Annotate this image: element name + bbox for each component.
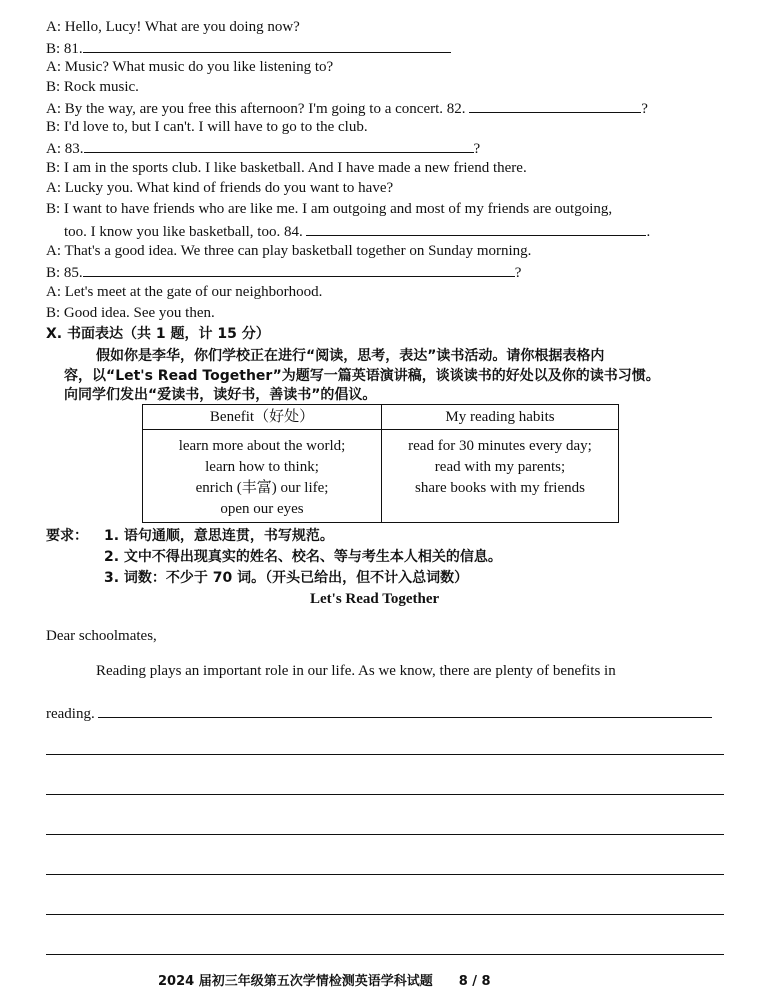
- answer-blank-84[interactable]: [306, 221, 646, 236]
- dialogue-line-1: A: Hello, Lucy! What are you doing now?: [46, 19, 300, 35]
- table-cell-habits: [382, 430, 619, 523]
- writing-line[interactable]: [46, 914, 724, 915]
- page-footer: 2024 届初三年级第五次学情检测英语学科试题 8 / 8: [158, 974, 491, 989]
- dialogue-line-7: A: 83. ?: [46, 138, 480, 158]
- dialogue-line-6: B: I'd love to, but I can't. I will have to go to the club.: [46, 119, 368, 135]
- dialogue-line-10: B: I want to have friends who are like me. I am outgoing and most of my friends are outgoing,: [46, 201, 613, 217]
- dialogue-line-4: B: Rock music.: [46, 79, 139, 95]
- benefit-item: enrich (丰富) our life;: [195, 480, 329, 496]
- habit-item: share books with my friends: [415, 480, 585, 496]
- prompt-line-3: 向同学们发出“爱读书，读好书，善读书”的倡议。: [64, 387, 377, 403]
- writing-line[interactable]: [46, 954, 724, 955]
- dialogue-line-15: B: Good idea. See you then.: [46, 305, 215, 321]
- writing-line[interactable]: [46, 754, 724, 755]
- dialogue-line-2: B: 81.: [46, 38, 451, 58]
- info-table: [142, 404, 619, 523]
- benefit-item: open our eyes: [220, 501, 304, 517]
- dialogue-line-9: A: Lucky you. What kind of friends do you want to have?: [46, 180, 394, 196]
- dialogue-line-3: A: Music? What music do you like listening to?: [46, 59, 334, 75]
- benefit-item: learn more about the world;: [178, 438, 346, 454]
- writing-line[interactable]: [46, 874, 724, 875]
- answer-blank-83[interactable]: [84, 138, 474, 153]
- writing-line[interactable]: [98, 703, 712, 718]
- section-heading: X. 书面表达（共 1 题，计 15 分）: [46, 326, 270, 342]
- essay-opening-line-2: reading.: [46, 703, 712, 723]
- table-header-habits: My reading habits: [382, 405, 619, 430]
- answer-blank-82[interactable]: [469, 98, 641, 113]
- dialogue-line-11: too. I know you like basketball, too. 84. .: [64, 221, 650, 241]
- requirement-3: 3. 词数：不少于 70 词。（开头已给出，但不计入总词数）: [104, 570, 469, 586]
- requirements-label: 要求：: [46, 528, 88, 544]
- table-header-benefit: Benefit（好处）: [143, 405, 382, 430]
- prompt-line-2: 容，以“Let's Read Together”为题写一篇英语演讲稿，谈谈读书的好处以及你的读书习惯。: [64, 368, 660, 384]
- dialogue-line-12: A: That's a good idea. We three can play basketball together on Sunday morning.: [46, 243, 532, 259]
- benefit-item: learn how to think;: [205, 459, 319, 475]
- dialogue-line-14: A: Let's meet at the gate of our neighborhood.: [46, 284, 323, 300]
- table-cell-benefits: [143, 430, 382, 523]
- writing-line[interactable]: [46, 794, 724, 795]
- dialogue-line-13: B: 85. ?: [46, 262, 521, 282]
- requirement-1: 1. 语句通顺，意思连贯，书写规范。: [104, 528, 334, 544]
- answer-blank-81[interactable]: [83, 38, 451, 53]
- habit-item: read for 30 minutes every day;: [408, 438, 592, 454]
- dialogue-line-5: A: By the way, are you free this afternoon? I'm going to a concert. 82. ?: [46, 98, 648, 118]
- answer-blank-85[interactable]: [83, 262, 515, 277]
- essay-salutation: Dear schoolmates,: [46, 628, 157, 644]
- writing-line[interactable]: [46, 834, 724, 835]
- prompt-line-1: 假如你是李华，你们学校正在进行“阅读，思考，表达”读书活动。请你根据表格内: [96, 348, 605, 364]
- habit-item: read with my parents;: [434, 459, 566, 475]
- requirement-2: 2. 文中不得出现真实的姓名、校名、等与考生本人相关的信息。: [104, 549, 502, 565]
- essay-title: Let's Read Together: [310, 591, 440, 607]
- essay-opening-line-1: Reading plays an important role in our life. As we know, there are plenty of benefits in: [96, 663, 616, 679]
- dialogue-line-8: B: I am in the sports club. I like basketball. And I have made a new friend there.: [46, 160, 527, 176]
